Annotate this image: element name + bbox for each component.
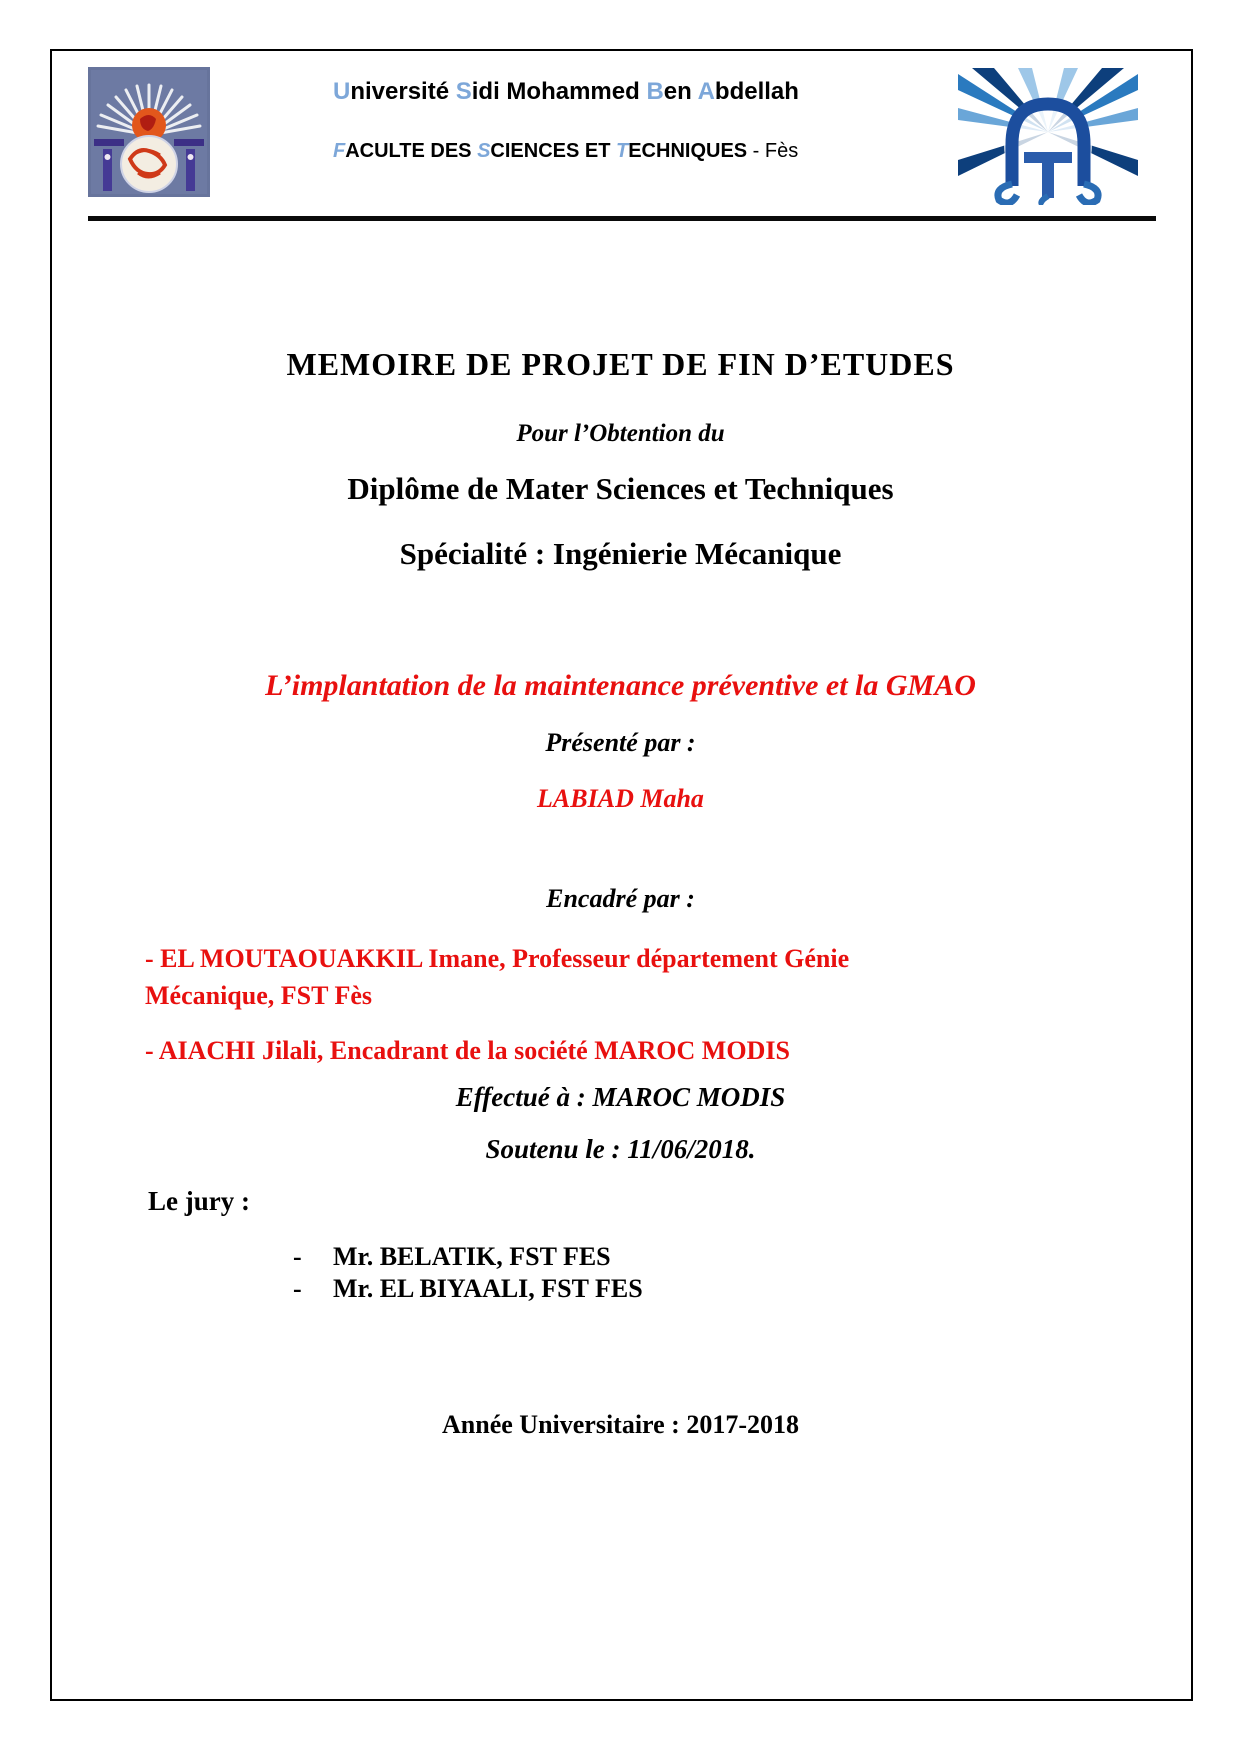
defense-date-line: Soutenu le : 11/06/2018. — [485, 1134, 756, 1164]
jury-list — [293, 1241, 643, 1305]
page-border — [50, 49, 1193, 1701]
jury-dash: - — [293, 1274, 302, 1303]
jury-member-name: Mr. EL BIYAALI, FST FES — [333, 1274, 643, 1303]
obtention-subtitle: Pour l’Obtention du — [516, 420, 725, 447]
supervised-by-label: Encadré par : — [546, 884, 695, 913]
diploma-line: Diplôme de Mater Sciences et Techniques — [347, 471, 894, 506]
academic-year-line: Année Universitaire : 2017-2018 — [442, 1410, 799, 1439]
faculty-name: FACULTE DES SCIENCES ET TECHNIQUES - Fès — [333, 140, 799, 162]
location-line: Effectué à : MAROC MODIS — [455, 1082, 786, 1112]
faculty-initial: F — [333, 140, 346, 162]
university-initial: U — [333, 78, 351, 105]
supervisors-block — [145, 940, 1025, 1069]
supervisor-1-line-1: - EL MOUTAOUAKKIL Imane, Professeur département Génie — [145, 944, 850, 973]
memoir-title: MEMOIRE DE PROJET DE FIN D’ETUDES — [286, 346, 955, 382]
fst-fes-logo — [958, 68, 1138, 205]
header-divider-line — [88, 216, 1156, 221]
jury-member-row — [293, 1273, 643, 1305]
university-name: Université Sidi Mohammed Ben Abdellah — [333, 78, 799, 105]
usmba-emblem-logo — [88, 67, 210, 197]
specialty-line: Spécialité : Ingénierie Mécanique — [399, 536, 842, 571]
jury-dash: - — [293, 1242, 302, 1271]
project-title: L’implantation de la maintenance préventive et la GMAO — [265, 669, 976, 702]
jury-member-name: Mr. BELATIK, FST FES — [333, 1242, 611, 1271]
presented-by-label: Présenté par : — [545, 728, 696, 757]
author-name: LABIAD Maha — [537, 784, 704, 813]
header-text-block — [333, 78, 933, 163]
jury-label: Le jury : — [148, 1186, 250, 1216]
jury-member-row — [293, 1241, 643, 1273]
supervisor-2: - AIACHI Jilali, Encadrant de la société MAROC MODIS — [145, 1036, 790, 1065]
supervisor-1-line-2: Mécanique, FST Fès — [145, 981, 373, 1010]
